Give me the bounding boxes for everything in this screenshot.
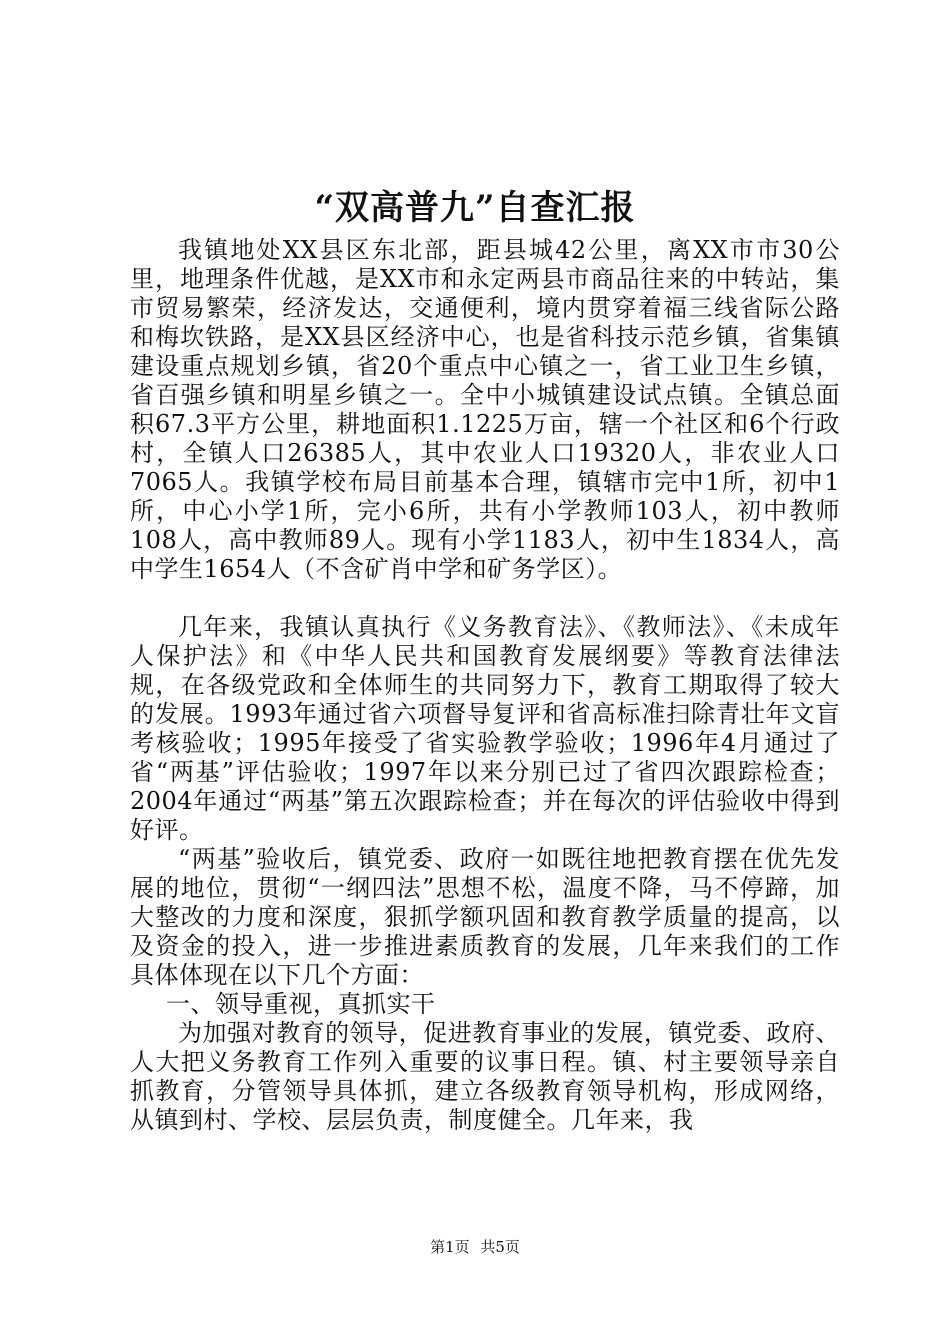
page-number: 第1页 <box>430 1238 470 1256</box>
paragraph-leadership: 为加强对教育的领导，促进教育事业的发展，镇党委、政府、人大把义务教育工作列入重要的议事日程。镇、村主要领导亲自抓教育，分管领导具体抓，建立各级教育领导机构，形成网络，从镇到村、学校、层层负责，制度健全。几年来，我 <box>130 1019 840 1134</box>
section-heading: 一、领导重视，真抓实干 <box>166 990 436 1018</box>
document-body <box>130 236 840 1135</box>
paragraph-intro: 我镇地处XX县区东北部，距县城42公里，离XX市市30公里，地理条件优越，是XX市和永定两县市商品往来的中转站，集市贸易繁荣，经济发达，交通便利，境内贯穿着福三线省际公路和梅坎铁路，是XX县区经济中心，也是省科技示范乡镇，省集镇建设重点规划乡镇，省20个重点中心镇之一，省工业卫生乡镇，省百强乡镇和明星乡镇之一。全中小城镇建设试点镇。全镇总面积67.3平方公里，耕地面积1.1225万亩，辖一个社区和6个行政村，全镇人口26385人，其中农业人口19320人，非农业人口7065人。我镇学校布局目前基本合理，镇辖市完中1所，初中1所，中心小学1所，完小6所，共有小学教师103人，初中教师108人，高中教师89人。现有小学1183人，初中生1834人，高中学生1654人（不含矿肖中学和矿务学区）。 <box>130 236 840 583</box>
paragraph-after-acceptance: “两基”验收后，镇党委、政府一如既往地把教育摆在优先发展的地位，贯彻“一纲四法”思想不松，温度不降，马不停蹄，加大整改的力度和深度，狠抓学额巩固和教育教学质量的提高，以及资金的投入，进一步推进素质教育的发展，几年来我们的工作具体体现在以下几个方面： <box>130 845 840 989</box>
paragraph-laws: 几年来，我镇认真执行《义务教育法》、《教师法》、《未成年人保护法》和《中华人民共和国教育发展纲要》等教育法律法规，在各级党政和全体师生的共同努力下，教育工期取得了较大的发展。1993年通过省六项督导复评和省高标准扫除青壮年文盲考核验收；1995年接受了省实验教学验收；1996年4月通过了省“两基”评估验收；1997年以来分别已过了省四次跟踪检查；2004年通过“两基”第五次跟踪检查；并在每次的评估验收中得到好评。 <box>130 613 840 844</box>
page-footer <box>0 1237 950 1257</box>
document-title: “双高普九”自查汇报 <box>314 188 636 228</box>
page-total: 共5页 <box>480 1238 520 1256</box>
